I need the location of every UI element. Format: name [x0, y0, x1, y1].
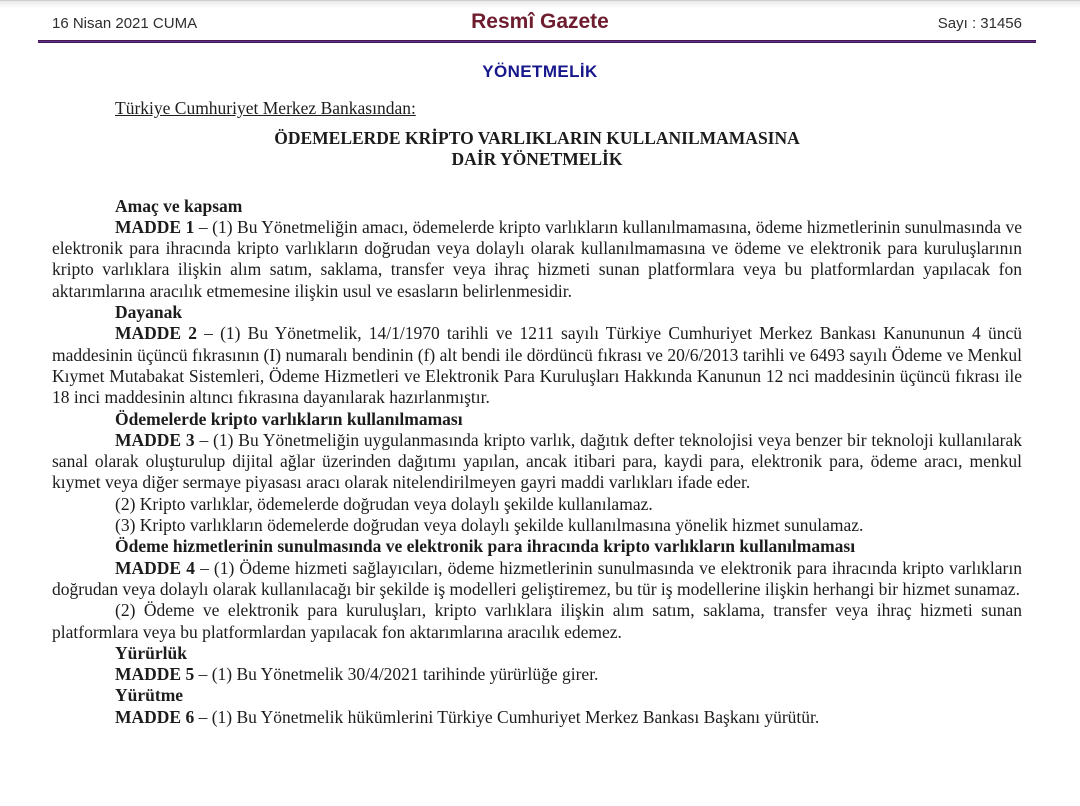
document-title-line1: ÖDEMELERDE KRİPTO VARLIKLARIN KULLANILMAMASINA: [274, 128, 800, 148]
article-paragraph: [52, 707, 1022, 728]
masthead: [0, 0, 1080, 40]
article-paragraph: [52, 430, 1022, 494]
article-text: – (1) Bu Yönetmelik, 14/1/1970 tarihli ve 1211 sayılı Türkiye Cumhuriyet Merkez Bankası Kanununun 4 üncü maddesinin üçüncü fıkrasının (I) numaralı bendinin (f) alt bendi ile dördüncü fıkrası ve 20/6/2013 tarihli ve 6493 sayılı Ödeme ve Menkul Kıymet Mutabakat Sistemleri, Ödeme Hizmetleri ve Elektronik Para Kuruluşları Hakkında Kanunun 12 nci maddesinin üçüncü fıkrası ile 18 inci maddesinin altıncı fıkrasına dayanılarak hazırlanmıştır.: [52, 323, 1022, 408]
article-text: Yürürlük: [115, 642, 187, 663]
masthead-issue-number: Sayı : 31456: [937, 15, 1022, 32]
article-paragraph: [52, 494, 1022, 515]
article-paragraph: [52, 600, 1022, 643]
document-head: [52, 98, 1022, 171]
article-text: – (1) Bu Yönetmeliğin uygulanmasında kripto varlık, dağıtık defter teknolojisi veya benzer bir teknoloji kullanılarak sanal olarak oluşturulup dijital ağlar üzerinden dağıtımı yapılan, ancak itibari para, kaydi para, elektronik para, ödeme aracı, menkul kıymet veya diğer sermaye piyasası aracı olarak nitelendirilmeyen gayri maddi varlıkları ifade eder.: [52, 429, 1022, 493]
issuing-authority: Türkiye Cumhuriyet Merkez Bankasından:: [115, 98, 416, 118]
article-heading: [52, 643, 1022, 664]
article-number: MADDE 4: [115, 557, 195, 578]
article-text: Yürütme: [115, 685, 184, 706]
masthead-divider: [38, 40, 1036, 43]
article-text: (3) Kripto varlıkların ödemelerde doğrudan veya dolaylı şekilde kullanılmasına yönelik hizmet sunulamaz.: [115, 515, 864, 536]
article-heading: [52, 302, 1022, 323]
article-text: – (1) Ödeme hizmeti sağlayıcıları, ödeme hizmetlerinin sunulmasında ve elektronik para ihracında kripto varlıkların doğrudan veya dolaylı olarak kullanılacağı bir şekilde iş modelleri geliştiremez, bu tür iş modellerine ilişkin herhangi bir hizmet sunamaz.: [52, 557, 1022, 599]
article-text: Ödeme hizmetlerinin sunulmasında ve elektronik para ihracında kripto varlıkların kullanılmaması: [115, 536, 856, 557]
article-paragraph: [52, 323, 1022, 408]
section-label: YÖNETMELİK: [482, 62, 598, 81]
article-text: – (1) Bu Yönetmelik 30/4/2021 tarihinde yürürlüğe girer.: [194, 664, 599, 685]
masthead-title: Resmî Gazete: [471, 10, 609, 33]
document-title-line2: DAİR YÖNETMELİK: [451, 149, 623, 170]
article-text: Ödemelerde kripto varlıkların kullanılmaması: [115, 408, 463, 429]
article-paragraph: [52, 217, 1022, 302]
article-number: MADDE 2: [115, 323, 198, 344]
article-number: MADDE 3: [115, 429, 195, 450]
article-text: – (1) Bu Yönetmeliğin amacı, ödemelerde kripto varlıkların kullanılmamasına, ödeme hizmetlerinin sunulmasında ve elektronik para ihracında kripto varlıkların doğrudan veya dolaylı olarak kullanılmamasına ve ödeme ve elektronik para kuruluşlarının kripto varlıklara ilişkin alım satım, saklama, transfer veya ihraç hizmeti sunan platformlara veya bu platformlardan yapılacak fon aktarımlarına aracılık etmemesine ilişkin usul ve esasların belirlenmesidir.: [52, 216, 1022, 301]
document-body: [52, 196, 1022, 728]
article-paragraph: [52, 664, 1022, 685]
article-heading: [52, 685, 1022, 706]
article-heading: [52, 536, 1022, 557]
article-paragraph: [52, 515, 1022, 536]
article-text: – (1) Bu Yönetmelik hükümlerini Türkiye Cumhuriyet Merkez Bankası Başkanı yürütür.: [194, 706, 820, 727]
masthead-date: 16 Nisan 2021 CUMA: [52, 15, 198, 32]
article-text: (2) Ödeme ve elektronik para kuruluşları, kripto varlıklara ilişkin alım satım, saklama, transfer veya ihraç hizmeti sunan platformlara veya bu platformlardan yapılacak fon aktarımlarına aracılık edemez.: [52, 600, 1022, 642]
article-heading: [52, 409, 1022, 430]
article-paragraph: [52, 558, 1022, 601]
article-text: (2) Kripto varlıklar, ödemelerde doğrudan veya dolaylı şekilde kullanılamaz.: [115, 493, 653, 514]
article-number: MADDE 1: [115, 216, 195, 237]
article-number: MADDE 5: [115, 664, 195, 685]
article-number: MADDE 6: [115, 706, 195, 727]
article-heading: [52, 196, 1022, 217]
article-text: Amaç ve kapsam: [115, 195, 243, 216]
article-text: Dayanak: [115, 302, 183, 323]
document-title: [52, 128, 1022, 171]
